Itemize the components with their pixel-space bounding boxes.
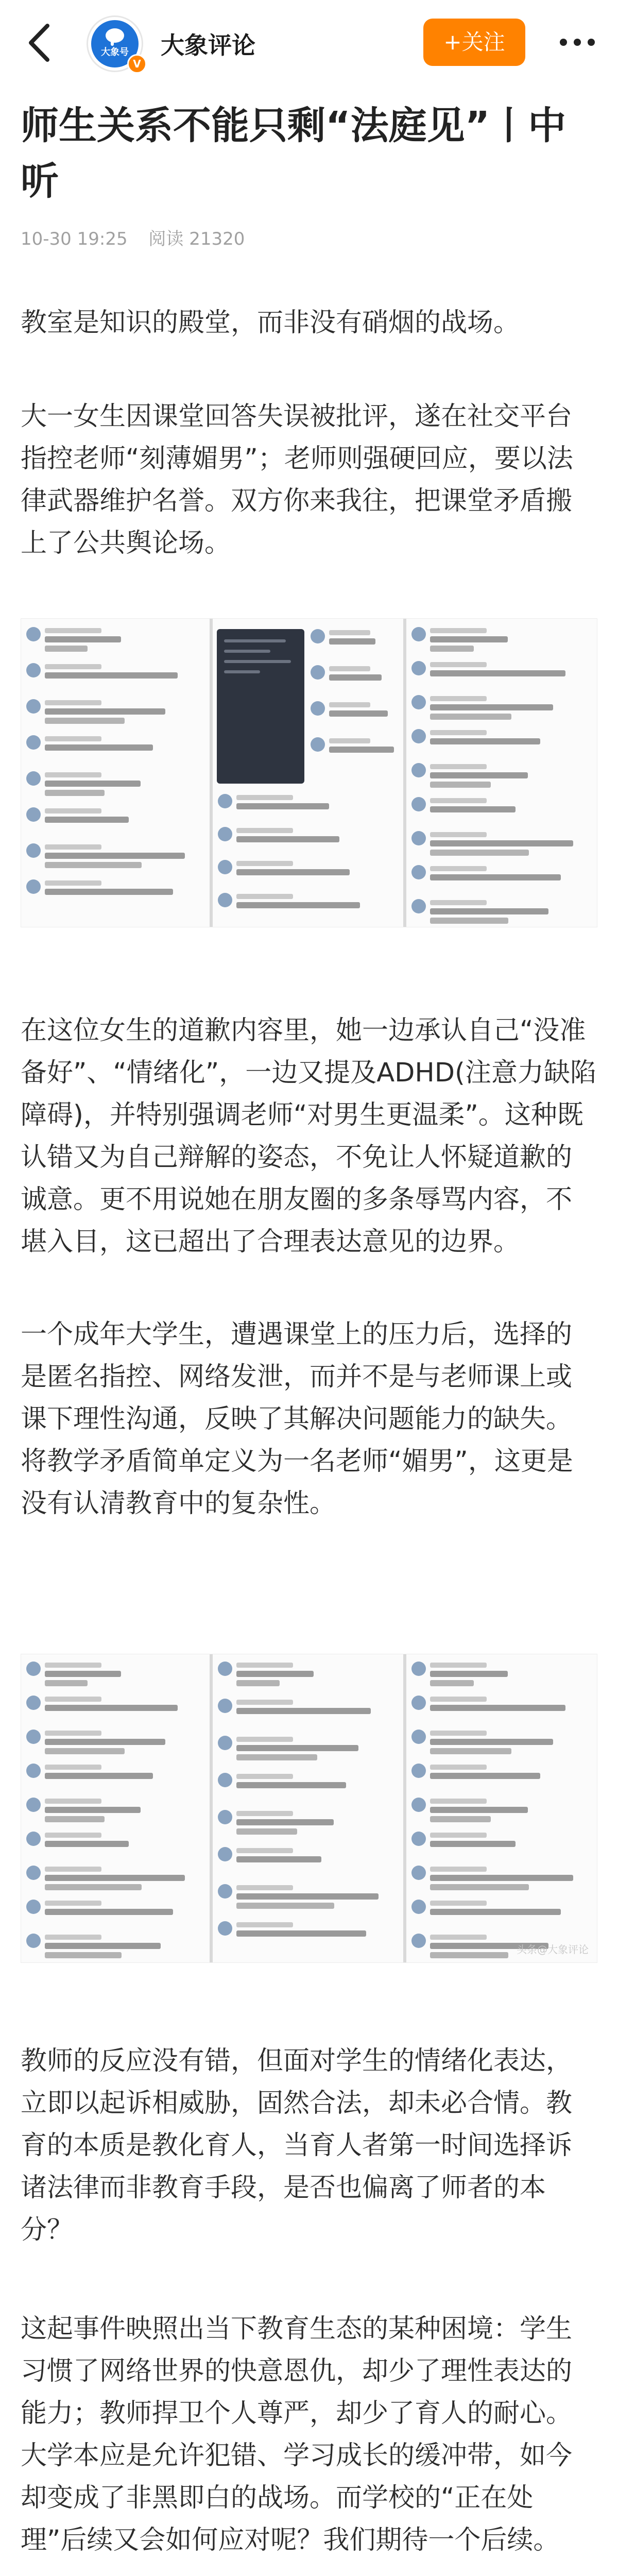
avatar [218,827,232,841]
chat-sender-name [430,730,487,735]
chat-message-row [26,1764,204,1789]
chat-message-row [218,1847,398,1873]
chat-message-text [45,853,185,859]
chat-sender-name [236,828,293,833]
chat-message-row [26,771,204,797]
avatar [411,1798,426,1812]
chat-message-text [430,772,528,778]
chat-message-row [26,1900,204,1925]
avatar [411,831,426,845]
avatar [411,1764,426,1778]
top-nav-bar [0,0,618,82]
chat-message-row [26,1934,204,1959]
avatar [26,843,41,858]
chat-message-text [430,1773,540,1779]
chat-message-text [236,1671,314,1677]
chat-message-row [218,1921,398,1947]
avatar [411,899,426,913]
chat-message-text [45,1943,161,1949]
avatar [26,1730,41,1744]
paragraph-3: 在这位女生的道歉内容里，她一边承认自己“没准备好”、“情绪化”，一边又提及ADHD(注意力缺陷障碍)，并特别强调老师“对男生更温柔”。这种既认错又为自己辩解的姿态，不免让人怀疑道歉的诚意。更不用说她在朋友圈的多条辱骂内容，不堪入目，这已超出了合理表达意见的边界。 [21,1015,596,1257]
avatar [411,1832,426,1846]
avatar-label: 大象号 [101,47,129,58]
more-button[interactable] [554,27,600,58]
chat-message-row [411,627,593,653]
chat-message-text [430,1841,516,1847]
chat-message-text [45,889,173,895]
chat-message-text [45,1952,122,1958]
chat-sender-name [236,1663,293,1668]
chat-message-text [430,1748,511,1754]
avatar [26,1934,41,1948]
screenshot-panel [213,619,403,927]
avatar [26,735,41,750]
back-button[interactable] [22,20,58,66]
paragraph-1: 教室是知识的殿堂，而非没有硝烟的战场。 [21,308,520,338]
avatar [411,1696,426,1710]
chat-message-row [411,1866,593,1891]
chat-message-text [430,704,553,710]
chat-sender-name [329,738,370,743]
chat-sender-name [236,1885,293,1890]
chat-sender-name [236,1848,293,1853]
chat-message-row [411,1832,593,1857]
chat-message-row [26,1662,204,1687]
chat-sender-name [45,772,101,777]
chat-sender-name [430,1901,487,1906]
chat-message-row [26,735,204,761]
chat-sender-name [236,1700,293,1705]
chat-message-text [430,1671,508,1677]
phone-screenshot [217,629,304,784]
chat-message-row [218,1884,398,1910]
chat-sender-name [236,1811,293,1816]
avatar [218,1810,232,1824]
chat-message-text [45,1680,88,1686]
chat-sender-name [236,1774,293,1779]
chat-message-text [236,869,350,875]
avatar [411,1662,426,1676]
account-avatar[interactable] [87,15,143,72]
avatar [411,797,426,811]
avatar [218,1847,232,1861]
chat-sender-name [236,894,293,899]
chat-message-text [45,1748,125,1754]
avatar [26,627,41,641]
avatar [218,1921,232,1936]
chat-sender-name [45,700,101,705]
chat-message-text [45,718,125,724]
chat-message-text [45,781,141,787]
article-title: 师生关系不能只剩“法庭见”丨中听 [21,104,566,204]
screenshot-panel [406,1654,597,1962]
chat-message-text [45,1739,165,1745]
chat-sender-name [45,1867,101,1872]
chat-message-text [45,1841,129,1847]
chat-message-text [430,1807,528,1813]
chat-message-text [329,747,394,753]
avatar [26,699,41,714]
chat-sender-name [45,628,101,633]
avatar [26,771,41,786]
chat-message-text [236,1819,334,1825]
chat-message-row [26,1730,204,1755]
chat-sender-name [430,764,487,769]
chat-message-row [411,729,593,755]
chat-message-row [26,1832,204,1857]
chat-message-row [26,1696,204,1721]
chat-sender-name [430,1833,487,1838]
screenshot-panel [213,1654,403,1962]
chat-message-text [329,638,375,645]
chat-message-row [26,627,204,653]
avatar [311,737,325,752]
chat-message-row [218,1736,398,1761]
chat-message-row [311,629,398,655]
avatar [411,865,426,879]
chat-message-row [26,807,204,833]
chat-sender-name [329,630,370,635]
chat-sender-name [430,900,487,905]
chat-sender-name [329,666,370,671]
avatar [411,1934,426,1948]
chat-message-row [411,797,593,823]
chat-message-text [45,744,153,751]
chat-message-text [430,1884,529,1890]
chat-sender-name [45,1901,101,1906]
read-count: 阅读 21320 [148,229,245,249]
chat-message-text [236,1856,321,1862]
avatar [311,629,325,643]
chat-message-row [411,1696,593,1721]
chat-message-text [430,670,565,676]
chat-sender-name [430,1697,487,1702]
chat-message-row [411,1662,593,1687]
chat-message-row [218,1773,398,1799]
avatar [411,627,426,641]
chat-message-text [45,636,121,642]
more-dots-icon [554,27,600,58]
chat-sender-name [430,866,487,871]
chat-sender-name [45,1765,101,1770]
avatar [26,1764,41,1778]
chat-sender-name [236,1922,293,1927]
avatar [411,763,426,777]
chat-message-text [45,1705,178,1711]
chat-message-text [430,1816,491,1822]
chat-sender-name [45,664,101,669]
chat-message-text [45,1807,141,1813]
chat-message-text [45,672,178,679]
chat-message-row [26,1798,204,1823]
chat-message-text [236,1782,346,1788]
chat-message-text [430,840,573,846]
chat-sender-name [45,844,101,850]
image-watermark: 头条@大象评论 [517,1943,589,1956]
avatar [26,663,41,677]
chat-message-row [411,865,593,891]
chat-message-row [311,701,398,727]
chat-message-text [430,1875,573,1881]
chat-message-text [430,1739,553,1745]
follow-button[interactable]: +关注 [423,19,525,66]
chat-message-row [26,879,204,905]
chat-sender-name [236,1737,293,1742]
chat-message-row [218,1699,398,1724]
chat-message-text [236,1828,297,1835]
chat-message-text [329,674,382,681]
avatar [26,807,41,822]
chat-sender-name [430,628,487,633]
avatar [26,1662,41,1676]
chat-message-text [45,1909,173,1915]
chat-sender-name [236,861,293,866]
chat-message-text [236,1680,280,1686]
chevron-left-icon [22,20,58,66]
chat-message-row [218,1662,398,1687]
chat-message-row [411,763,593,789]
chat-message-text [430,1705,565,1711]
chat-sender-name [45,880,101,886]
chat-message-text [430,782,491,788]
paragraph-2: 大一女生因课堂回答失误被批评，遂在社交平台指控老师“刻薄媚男”；老师则强硬回应，要以法律武器维护名誉。双方你来我往，把课堂矛盾搬上了公共舆论场。 [21,401,573,558]
chat-message-text [45,1884,142,1890]
chat-message-text [236,1754,317,1760]
chat-message-row [411,1900,593,1925]
avatar [411,695,426,709]
paragraph-6: 这起事件映照出当下教育生态的某种困境：学生习惯了网络世界的快意恩仇，却少了理性表达的能力；教师捍卫个人尊严，却少了育人的耐心。大学本应是允许犯错、学习成长的缓冲带，如今却变成了非黑即白的战场。而学校的“正在处理”后续又会如何应对呢？我们期待一个后续。 [21,2314,573,2555]
chat-message-text [430,1952,508,1958]
paragraph-4: 一个成年大学生，遭遇课堂上的压力后，选择的是匿名指控、网络发泄，而并不是与老师课上或课下理性沟通，反映了其解决问题能力的缺失。将教学矛盾简单定义为一名老师“媚男”，这更是没有认清教育中的复杂性。 [21,1319,573,1519]
chat-message-text [236,902,360,908]
phone-text-line [224,639,286,642]
chat-sender-name [430,798,487,803]
chat-message-row [26,843,204,869]
avatar [411,661,426,675]
chat-sender-name [45,736,101,741]
chat-message-row [311,737,398,763]
chat-message-text [430,738,540,744]
chat-sender-name [45,808,101,814]
chat-sender-name [430,1867,487,1872]
avatar [311,701,325,716]
avatar [26,879,41,894]
chat-message-row [411,1798,593,1823]
screenshot-panel [21,1654,210,1962]
chat-message-text [430,646,474,652]
chat-sender-name [45,1833,101,1838]
chat-sender-name [329,702,370,707]
chat-message-text [236,1903,334,1909]
paragraph-5: 教师的反应没有错，但面对学生的情绪化表达，立即以起诉相威胁，固然合法，却未必合情。教育的本质是教化育人，当育人者第一时间选择诉诸法律而非教育手段，是否也偏离了师者的本分？ [21,2046,573,2245]
article-meta [21,225,260,250]
avatar [218,893,232,907]
chat-sender-name [45,1697,101,1702]
chat-message-text [236,1893,379,1900]
chat-message-row [218,827,398,853]
avatar [26,1832,41,1846]
chat-message-row [218,893,398,919]
chat-sender-name [430,1663,487,1668]
chat-sender-name [430,662,487,667]
phone-text-line [224,660,291,663]
avatar [218,1736,232,1750]
verified-badge: V [127,54,147,74]
chat-message-text [430,714,511,720]
avatar [26,1866,41,1880]
chat-message-text [430,1909,561,1915]
avatar [218,1884,232,1899]
chat-message-text [430,1680,474,1686]
phone-text-line [224,650,270,653]
avatar [218,1699,232,1713]
chat-sender-name [45,1731,101,1736]
avatar [411,1900,426,1914]
chat-message-text [236,1708,371,1714]
chat-sender-name [430,1799,487,1804]
avatar [26,1696,41,1710]
avatar [218,1773,232,1787]
chat-message-text [430,850,529,856]
chat-message-text [430,874,561,880]
chat-message-text [45,1816,105,1822]
chat-message-text [45,646,88,652]
chat-message-text [45,1875,185,1881]
screenshot-collage-1[interactable] [21,618,597,927]
avatar [218,1662,232,1676]
chat-message-text [236,1745,358,1751]
chat-sender-name [236,795,293,800]
chat-sender-name [430,1731,487,1736]
avatar [218,860,232,874]
chat-message-text [430,908,548,914]
avatar [411,1866,426,1880]
chat-message-text [45,862,142,868]
chat-message-text [45,1773,153,1779]
chat-message-text [329,710,388,717]
chat-message-row [311,665,398,691]
chat-message-row [26,663,204,689]
chat-message-row [411,899,593,925]
screenshot-collage-2[interactable] [21,1654,597,1963]
chat-message-row [411,1764,593,1789]
chat-message-text [236,836,339,842]
chat-message-row [218,794,398,820]
chat-sender-name [430,832,487,837]
chat-message-row [26,699,204,725]
chat-message-text [45,817,129,823]
chat-sender-name [45,1799,101,1804]
chat-message-text [45,708,165,715]
chat-message-row [411,661,593,687]
account-name[interactable]: 大象评论 [161,31,255,59]
chat-message-text [45,790,105,796]
avatar [218,794,232,808]
avatar [411,729,426,743]
avatar [26,1798,41,1812]
phone-text-line [224,670,260,673]
avatar [411,1730,426,1744]
chat-message-text [430,918,508,924]
avatar [26,1900,41,1914]
chat-message-row [411,1730,593,1755]
chat-message-text [45,1671,121,1677]
chat-sender-name [430,1765,487,1770]
chat-message-text [430,636,508,642]
publish-date: 10-30 19:25 [21,229,128,249]
chat-message-text [430,806,516,812]
screenshot-panel [21,619,210,927]
chat-message-row [411,831,593,857]
chat-message-row [218,1810,398,1836]
chat-sender-name [45,1935,101,1940]
chat-message-text [236,803,329,809]
chat-message-text [236,1930,366,1937]
screenshot-panel [406,619,597,927]
chat-message-row [218,860,398,886]
chat-message-row [26,1866,204,1891]
avatar [311,665,325,680]
chat-message-row [411,695,593,721]
chat-sender-name [45,1663,101,1668]
chat-sender-name [430,696,487,701]
chat-sender-name [430,1935,487,1940]
